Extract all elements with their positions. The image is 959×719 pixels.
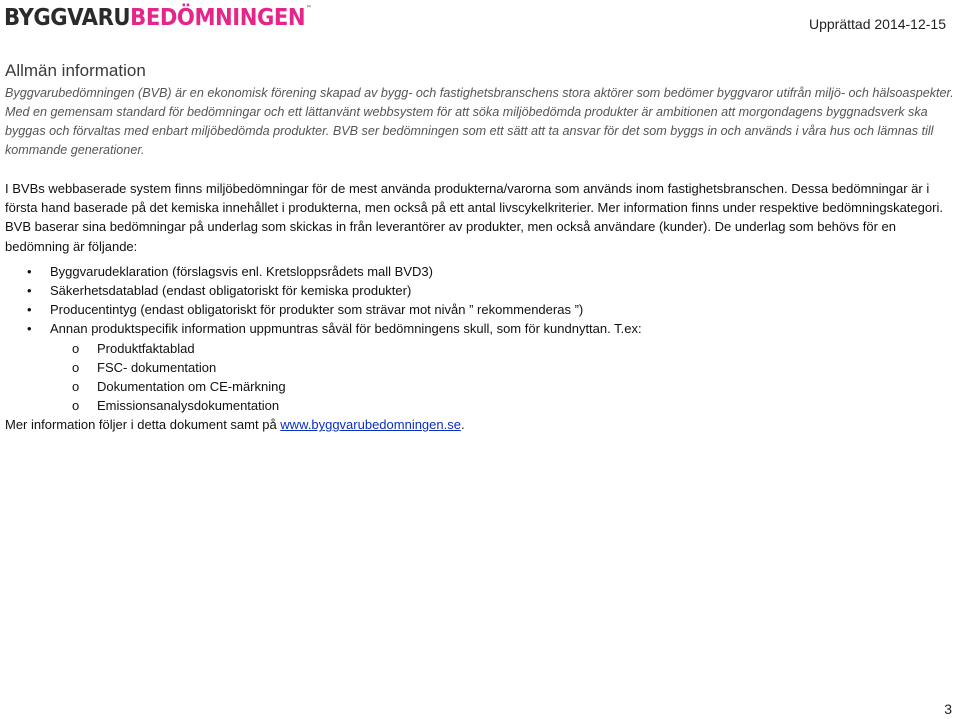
document-body (5, 60, 956, 435)
list-item-text: Säkerhetsdatablad (endast obligatoriskt för kemiska produkter) (50, 283, 412, 299)
paragraph-documents: BVB baserar sina bedömningar på underlag som skickas in från leverantörer av produkter, men också användare (kunder). De underlag som behövs för en bedömning är följande: (5, 219, 896, 254)
examples-list (5, 339, 956, 416)
circle-bullet-icon: o (72, 359, 80, 375)
circle-bullet-icon: o (72, 340, 80, 356)
sub-list-item (5, 358, 956, 377)
sub-list-item (5, 377, 956, 396)
updated-date: Upprättad 2014-12-15 (809, 16, 946, 32)
logo-text-part2: BEDÖMNINGEN (130, 5, 306, 31)
list-item-text: Producentintyg (endast obligatoriskt för produkter som strävar mot nivån ” rekommenderas ”) (50, 302, 584, 318)
more-info-paragraph (5, 415, 956, 434)
logo (4, 4, 311, 32)
bullet-icon: • (27, 263, 32, 279)
sub-list-item-text: Emissionsanalysdokumentation (97, 398, 280, 414)
sub-list-item-text: FSC- dokumentation (97, 359, 217, 375)
circle-bullet-icon: o (72, 398, 80, 414)
logo-text-part1: BYGGVARU (4, 5, 131, 31)
list-item (5, 281, 956, 300)
section-title: Allmän information (5, 61, 146, 80)
sub-list-item-text: Produktfaktablad (97, 340, 195, 356)
more-info-text: Mer information följer i detta dokument samt på (5, 417, 281, 433)
sub-list-item (5, 396, 956, 415)
sub-list-item-text: Dokumentation om CE-märkning (97, 379, 286, 395)
list-item-text: Byggvarudeklaration (förslagsvis enl. Kretsloppsrådets mall BVD3) (50, 263, 433, 279)
list-item (5, 319, 956, 338)
bullet-icon: • (27, 302, 32, 318)
bullet-icon: • (27, 321, 32, 337)
paragraph-system: I BVBs webbaserade system finns miljöbedömningar för de mest använda produkterna/varorna som används inom fastighetsbranschen. Dessa bedömningar är i första hand baserade på det kemiska innehållet i produkterna, men också på ett antal livscykelkriterier. Mer information finns under respektive bedömningskategori. (5, 181, 943, 216)
more-info-end: . (460, 417, 465, 433)
list-item (5, 300, 956, 319)
documents-list (5, 262, 956, 339)
list-item (5, 262, 956, 281)
bullet-icon: • (27, 283, 32, 299)
sub-list-item (5, 339, 956, 358)
page-number: 3 (944, 701, 952, 717)
circle-bullet-icon: o (72, 379, 80, 395)
list-item-text: Annan produktspecifik information uppmuntras såväl för bedömningens skull, som för kundnyttan. T.ex: (50, 321, 642, 337)
logo-trademark: ™ (306, 5, 312, 12)
website-link[interactable]: www.byggvarubedomningen.se (280, 417, 461, 433)
intro-paragraph: Byggvarubedömningen (BVB) är en ekonomisk förening skapad av bygg- och fastighetsbranschens stora aktörer som bedömer byggvaror utifrån miljö- och hälsoaspekter. Med en gemensam standard för bedömningar och ett lättanvänt webbsystem för att söka miljöbedömda produkter är ambitionen att morgondagens byggnadsverk ska byggas och förvaltas med enbart miljöbedömda produkter. BVB ser bedömningen som ett sätt att ta ansvar för det som byggs in och används i våra hus och lämnas till kommande generationer. (5, 86, 954, 157)
